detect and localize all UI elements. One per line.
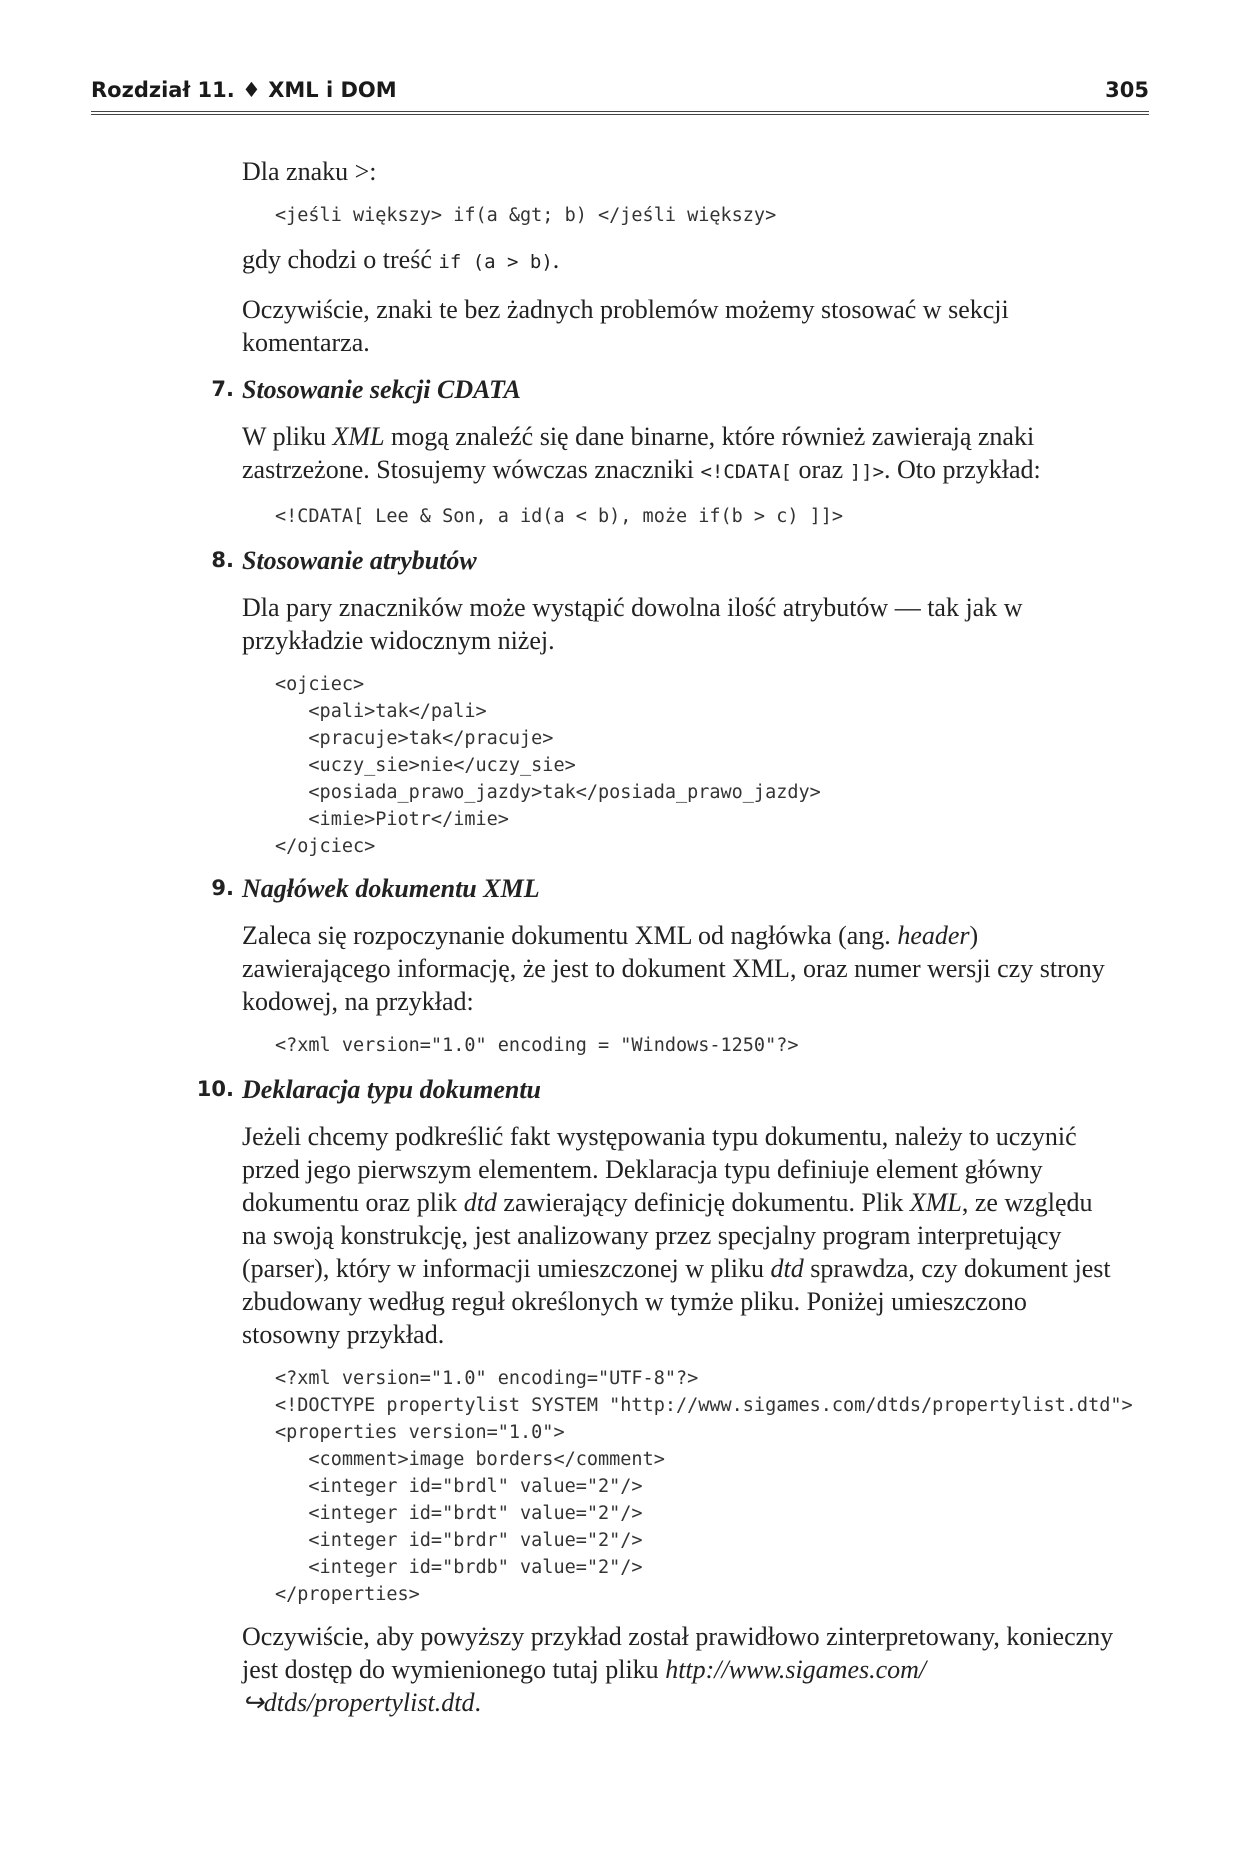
code-example: <?xml version="1.0" encoding = "Windows-1250"?>: [275, 1035, 799, 1056]
paragraph: [242, 1620, 1122, 1719]
item-title: Stosowanie sekcji CDATA: [242, 375, 521, 404]
paragraph: [242, 420, 1122, 489]
text: oraz: [791, 455, 850, 484]
section-heading-8: [211, 544, 1122, 577]
item-number: 10.: [196, 1077, 234, 1101]
item-title: Deklaracja typu dokumentu: [242, 1075, 542, 1104]
chapter-title: Rozdział 11. ♦ XML i DOM: [91, 78, 397, 102]
emphasis: XML: [332, 422, 385, 451]
url-link-text: http://www.sigames.com/: [665, 1655, 927, 1684]
paragraph: [242, 243, 1122, 279]
text: mogą znaleźć się dane binarne, które również zawierają znaki zastrzeżone. Stosujemy wówczas znaczniki: [242, 422, 1035, 484]
text: Zaleca się rozpoczynanie dokumentu XML od nagłówka (ang.: [242, 921, 898, 950]
text: .: [474, 1688, 481, 1717]
text: sprawdza, czy dokument jest zbudowany według reguł określonych w tymże pliku. Poniżej umieszczono stosowny przykład.: [242, 1254, 1111, 1349]
paragraph: Dla pary znaczników może wystąpić dowolna ilość atrybutów — tak jak w przykładzie widocznym niżej.: [242, 593, 1023, 655]
code-example: <jeśli większy> if(a &gt; b) </jeśli większy>: [275, 205, 777, 226]
emphasis: XML: [909, 1188, 962, 1217]
page-body: [196, 155, 1133, 1733]
paragraph: [242, 919, 1122, 1018]
text: , ze względu na swoją konstrukcję, jest analizowany przez specjalny program interpretujący (parser), który w informacji umieszczonej w pliku: [242, 1188, 1093, 1283]
inline-code: if (a > b): [438, 251, 553, 273]
inline-code: <!CDATA[: [700, 461, 792, 483]
page-number: 305: [1105, 78, 1149, 102]
section-heading-7: [211, 373, 1122, 406]
code-example: <!CDATA[ Lee & Son, a id(a < b), może if(b > c) ]]>: [275, 506, 844, 527]
text: Dla znaku >:: [242, 157, 377, 186]
item-number: 9.: [211, 876, 234, 900]
paragraph: [242, 1120, 1122, 1351]
emphasis: dtd: [463, 1188, 497, 1217]
inline-code: ]]>: [849, 461, 885, 483]
text: W pliku: [242, 422, 333, 451]
text: gdy chodzi o treść: [242, 245, 439, 274]
item-number: 8.: [211, 548, 234, 572]
item-number: 7.: [211, 377, 234, 401]
item-title: Stosowanie atrybutów: [242, 546, 477, 575]
text: zawierający definicję dokumentu. Plik: [496, 1188, 910, 1217]
text: . Oto przykład:: [884, 455, 1041, 484]
text: Jeżeli chcemy podkreślić fakt występowania typu dokumentu, należy to uczynić przed jego pierwszym elementem. Deklaracja typu definiuje element główny dokumentu oraz plik: [242, 1122, 1077, 1217]
item-title: Nagłówek dokumentu XML: [242, 874, 540, 903]
code-example: <ojciec> <pali>tak</pali> <pracuje>tak</pracuje> <uczy_sie>nie</uczy_sie> <posiada_prawo_jazdy>tak</posiada_prawo_jazdy> <imie>Piotr</imie> </ojciec>: [275, 674, 821, 857]
paragraph: Oczywiście, znaki te bez żadnych problemów możemy stosować w sekcji komentarza.: [242, 295, 1009, 357]
code-example: <?xml version="1.0" encoding="UTF-8"?> <!DOCTYPE propertylist SYSTEM "http://www.sigames.com/dtds/propertylist.dtd"> <properties version="1.0"> <comment>image borders</comment> <integer id="brdl" value="2"/> <integer id="brdt" value="2"/> <integer id="brdr" value="2"/> <integer id="brdb" value="2"/> </properties>: [275, 1368, 1133, 1605]
header-rule: [91, 111, 1149, 115]
text: Oczywiście, aby powyższy przykład został prawidłowo zinterpretowany, konieczny jest dostęp do wymienionego tutaj pliku: [242, 1622, 1114, 1684]
emphasis: dtd: [770, 1254, 804, 1283]
section-heading-9: [211, 872, 1122, 905]
emphasis: header: [897, 921, 970, 950]
text: .: [552, 245, 560, 274]
url-link-text: ↪dtds/propertylist.dtd: [242, 1688, 475, 1717]
section-heading-10: [196, 1073, 1122, 1106]
paragraph: [242, 155, 1122, 188]
text: ) zawierającego informację, że jest to dokument XML, oraz numer wersji czy strony kodowej, na przykład:: [242, 921, 1105, 1016]
